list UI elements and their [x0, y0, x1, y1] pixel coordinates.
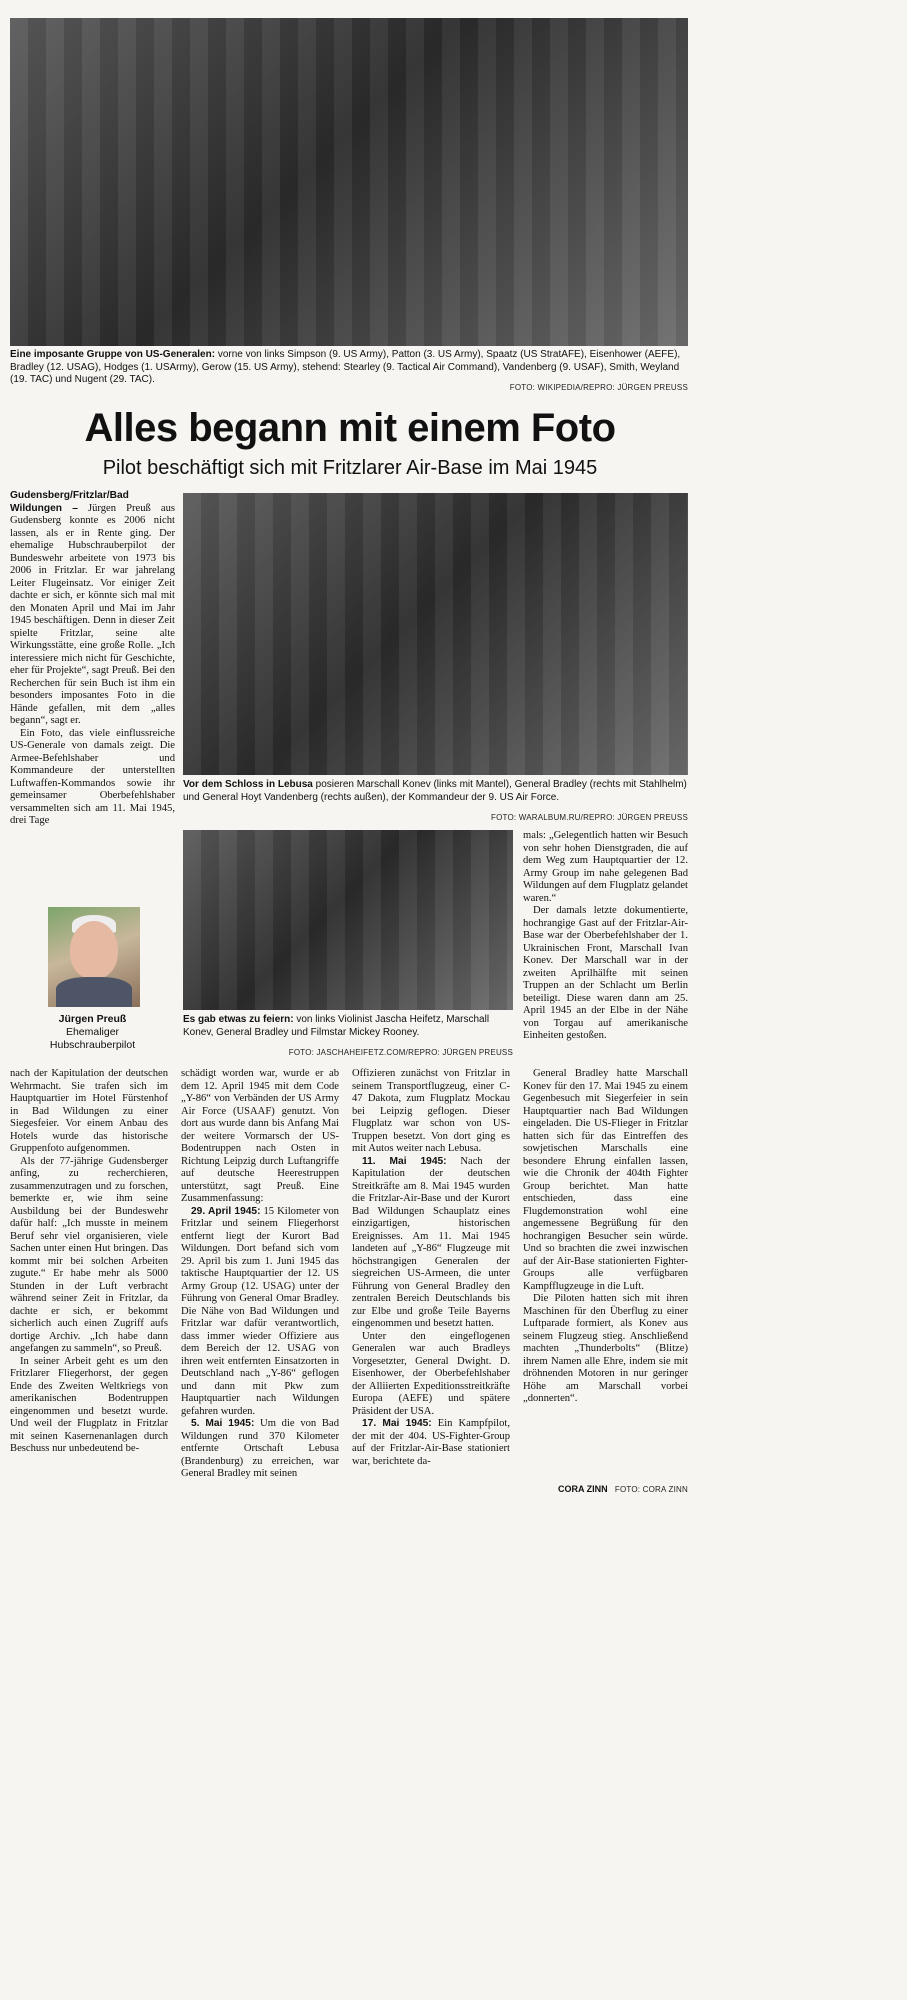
party-caption-lead: Es gab etwas zu feiern: — [183, 1014, 294, 1025]
portrait-face — [70, 921, 118, 979]
middle-caption-text: posieren Marschall Konev (links mit Mantel), General Bradley (rechts mit Stahlhelm) und General Hoyt Vandenberg (rechts außen), der Kommandeur der 9. US Air Force. — [183, 779, 687, 803]
bottom-col3-paragraph-3: Unter den eingeflogenen Generalen war auch Bradleys Vorgesetzter, General Dwight. D. Eisenhower, der Oberbefehlshaber der Alliierten Expeditionsstreitkräfte Europa (AEFE) und spätere Präsident der USA. — [352, 1330, 510, 1417]
middle-photo-caption — [183, 779, 688, 804]
party-photo-credit: FOTO: JASCHAHEIFETZ.COM/REPRO: JÜRGEN PREUSS — [288, 1048, 513, 1057]
bottom-col4-paragraph-1: General Bradley hatte Marschall Konev für den 17. Mai 1945 zu einem Gegenbesuch mit Siegerfeier in sein Hauptquartier nach Bad Wildungen eingeladen. Die US-Flieger in Fritzlar hatten sich für das Eintreffen des sowjetischen Marschalls eine besondere Ehrung einfallen lassen, wie die Chronik der 404th Fighter Group berichtet. Man hatte entschieden, dass eine Flugdemonstration wohl eine angemessene Begrüßung für den hochrangigen Besucher sein würde. Und so brachten die zwei inzwischen auf der Air-Base stationierten Fighter-Groups alle verfügbaren Kampfflugzeuge in die Luft. — [523, 1068, 688, 1292]
portrait-name: Jürgen Preuß — [58, 1013, 127, 1025]
top-caption-text: vorne von links Simpson (9. US Army), Patton (3. US Army), Spaatz (US StratAFE), Eisenhower (AEFE), Bradley (12. USAG), Hodges (1. USArmy), Gerow (15. US Army), stehend: Stearley (9. Tactical Air Command), Vandenberg (9. USAF), Smith, Weyland (19. TAC) und Nugent (29. TAC). — [10, 349, 681, 385]
right-upper-column — [523, 830, 688, 1043]
bottom-column-2 — [181, 1068, 339, 1481]
bottom-column-4 — [523, 1068, 688, 1406]
bottom-col3-paragraph-1: Offizieren zunächst von Fritzlar in seinem Transportflugzeug, einer C-47 Dakota, zum Flugplatz Mockau bei Leipzig geflogen. Dieser Flugplatz war schon von US-Truppen besetzt. Von dort ging es mit Autos weiter nach Lebusa. — [352, 1068, 510, 1154]
bottom-col1-paragraph-1: nach der Kapitulation der deutschen Wehrmacht. Sie trafen sich im Hauptquartier im Hotel Fürstenhof in Bad Wildungen zu einer Siegesfeier. Vor einem Anbau des Hotels wurde das historische Gruppenfoto aufgenommen. — [10, 1068, 168, 1154]
top-group-photo — [10, 18, 688, 346]
portrait-role-line2: Hubschrauberpilot — [49, 1039, 136, 1051]
bottom-col2-paragraph-3: Um die von Bad Wildungen rund 370 Kilometer entfernte Ortschaft Lebusa (Brandenburg) zu erreichen, war General Bradley mit seinen — [181, 1418, 339, 1479]
portrait-photo — [48, 907, 140, 1007]
footer-photo-credit: FOTO: CORA ZINN — [614, 1485, 688, 1494]
date-11-mai: 11. Mai 1945: — [362, 1155, 447, 1167]
portrait-role-line1: Ehemaliger — [65, 1026, 120, 1038]
intro-column — [10, 490, 175, 828]
bottom-col3-paragraph-2: Nach der Kapitulation der deutschen Streitkräfte am 8. Mai 1945 wurden die Fritzlar-Air-Base und der Kurort Bad Wildungen Schauplatz eines einzigartigen, historischen Ereignisses. Am 11. Mai 1945 landeten auf „Y-86“ Flugzeuge mit höchstrangigen Generalen der siegreichen US-Armeen, die unter Führung von General Bradley den zentralen Bereich Deutschlands bis zur Elbe und große Teile Bayerns eingenommen und besetzt hatten. — [352, 1155, 510, 1329]
bottom-col4-paragraph-2: Die Piloten hatten sich mit ihren Maschinen für den Überflug zu einer Luftparade formiert, als Konev aus seinem Flugzeug stieg. Anschließend machten „Thunderbolts“ (Blitze) ihrem Namen alle Ehre, indem sie mit dröhnenden Motoren in nur geringer Höhe am Marschall vorbei „donnerten“. — [523, 1293, 688, 1404]
party-photo — [183, 830, 513, 1010]
intro-paragraph-2: Ein Foto, das viele einflussreiche US-Generale von damals zeigt. Die Armee-Befehlshaber und Kommandeure der unterstellten Luftwaffen-Kommandos sowie ihr gemeinsamer Oberbefehlshaber versammelten sich am 11. Mai 1945, drei Tage — [10, 727, 175, 826]
author-byline: CORA ZINN — [558, 1484, 608, 1494]
bottom-column-1 — [10, 1068, 168, 1456]
bottom-col1-paragraph-3: In seiner Arbeit geht es um den Fritzlarer Fliegerhorst, der gegen Ende des Zweiten Weltkriegs von amerikanischen Bodentruppen eingenommen und besetzt wurde. Und weil der Flugplatz in Fritzlar mit seinen Kasernenanlagen durch Beschuss nur unbedeutend be- — [10, 1355, 168, 1454]
top-caption-lead: Eine imposante Gruppe von US-Generalen: — [10, 349, 216, 360]
date-29-april: 29. April 1945: — [191, 1205, 261, 1217]
bottom-col3-paragraph-4: Ein Kampfpilot, der mit der 404. US-Fighter-Group auf der Fritzlar-Air-Base stationiert war, berichtete da- — [352, 1418, 510, 1467]
subheadline: Pilot beschäftigt sich mit Fritzlarer Air-Base im Mai 1945 — [102, 457, 598, 479]
right-upper-paragraph-1: mals: „Gelegentlich hatten wir Besuch von sehr hohen Dienstgraden, die auf dem Weg zum Hauptquartier der 12. Army Group im nahe gelegenen Bad Wildungen auf dem Flugplatz gelandet waren.“ — [523, 830, 688, 904]
party-caption-text: von links Violinist Jascha Heifetz, Marschall Konev, General Bradley und Filmstar Mickey Rooney. — [183, 1014, 490, 1038]
right-upper-paragraph-2: Der damals letzte dokumentierte, hochrangige Gast auf der Fritzlar-Air-Base war der Oberbefehlshaber der 1. Ukrainischen Front, Marschall Ivan Konev. Der Marschall war in der zweiten Aprilhälfte mit seinen Truppen an der Schlacht um Berlin beteiligt. Diese waren dann am 25. April 1945 an der Elbe in der Nähe von Torgau auf amerikanische Einheiten gestoßen. — [523, 905, 688, 1041]
headline: Alles begann mit einem Foto — [84, 406, 616, 450]
party-photo-caption — [183, 1014, 513, 1039]
bottom-col2-paragraph-2: 15 Kilometer von Fritzlar und seinem Fliegerhorst entfernt liegt der Kurort Bad Wildungen. Dort befand sich vom 29. April bis zum 1. Juni 1945 das taktische Hauptquartier der 12. US Army Group (12. USAG) unter der Führung von General Omar Bradley. Die Nähe von Bad Wildungen und Fritzlar war dafür verantwortlich, dass immer wieder Offiziere aus dem Bereich der 12. USAG von ihren weit entfernten Einsatzorten in Deutschland nach „Y-86“ geflogen und dann mit Pkw zum Hauptquartier nach Wildungen gefahren wurden. — [181, 1205, 339, 1417]
intro-paragraph-1: Jürgen Preuß aus Gudensberg konnte es 2006 nicht lassen, als er in Rente ging. Der ehemalige Hubschrauberpilot der Bundeswehr arbeitete von 1973 bis 2006 in Fritzlar. Er war jahrelang Leiter Flugeinsatz. Vor einiger Zeit dachte er sich, er könnte sich mal mit den Monaten April und Mai im Jahr 1945 beschäftigen. Denn in dieser Zeit spielte Fritzlar, seine alte Wirkungsstätte, eine große Rolle. „Ich interessiere mich nicht für Geschichte, eher für Projekte“, sagt Preuß. Bei den Recherchen für sein Buch ist ihm ein besonders imposantes Foto in die Hände gefallen, mit dem „alles begann“, sagt er. — [10, 502, 175, 726]
top-photo-caption — [10, 349, 688, 387]
date-5-mai: 5. Mai 1945: — [191, 1418, 255, 1429]
middle-photo — [183, 493, 688, 775]
bottom-col1-paragraph-2: Als der 77-jährige Gudensberger anfing, zu recherchieren, zusammenzutragen und zu forschen, bemerkte er, wie ihm seine Ausbildung bei der Bundeswehr dafür half: „Ich musste in meinem Beruf sehr viel organisieren, viele Sachen unter einen Hut bringen. Das kommt mir bei solchen Arbeiten zugute.“ Er habe mehr als 5000 Stunden in der Luft verbracht während seiner Zeit in Fritzlar, da dachte er sich, er bekommt sicherlich auch einen Zugriff aufs dortige Archiv. „Ich habe dann angefangen zu sammeln“, so Preuß. — [10, 1155, 168, 1354]
middle-photo-credit: FOTO: WARALBUM.RU/REPRO: JÜRGEN PREUSS — [491, 813, 688, 822]
top-photo-credit: FOTO: WIKIPEDIA/REPRO: JÜRGEN PREUSS — [509, 383, 688, 392]
dateline: Gudensberg/Fritzlar/Bad Wildungen – — [10, 490, 129, 514]
date-17-mai: 17. Mai 1945: — [362, 1418, 432, 1429]
bottom-col2-paragraph-1: schädigt worden war, wurde er ab dem 12. April 1945 mit dem Code „Y-86“ von Verbänden der US Army Air Force (USAAF) genutzt. Von dort aus wurde dann bis Anfang Mai der weitere Vormarsch der US-Bodentruppen nach Osten in Richtung Leipzig durch Luftangriffe auf deutsche Heerestruppen unterstützt, sagt Preuß. Eine Zusammenfassung: — [181, 1068, 339, 1204]
portrait-caption — [10, 1013, 175, 1052]
middle-caption-lead: Vor dem Schloss in Lebusa — [183, 779, 313, 790]
portrait-shirt — [56, 977, 132, 1007]
bottom-column-3 — [352, 1068, 510, 1468]
